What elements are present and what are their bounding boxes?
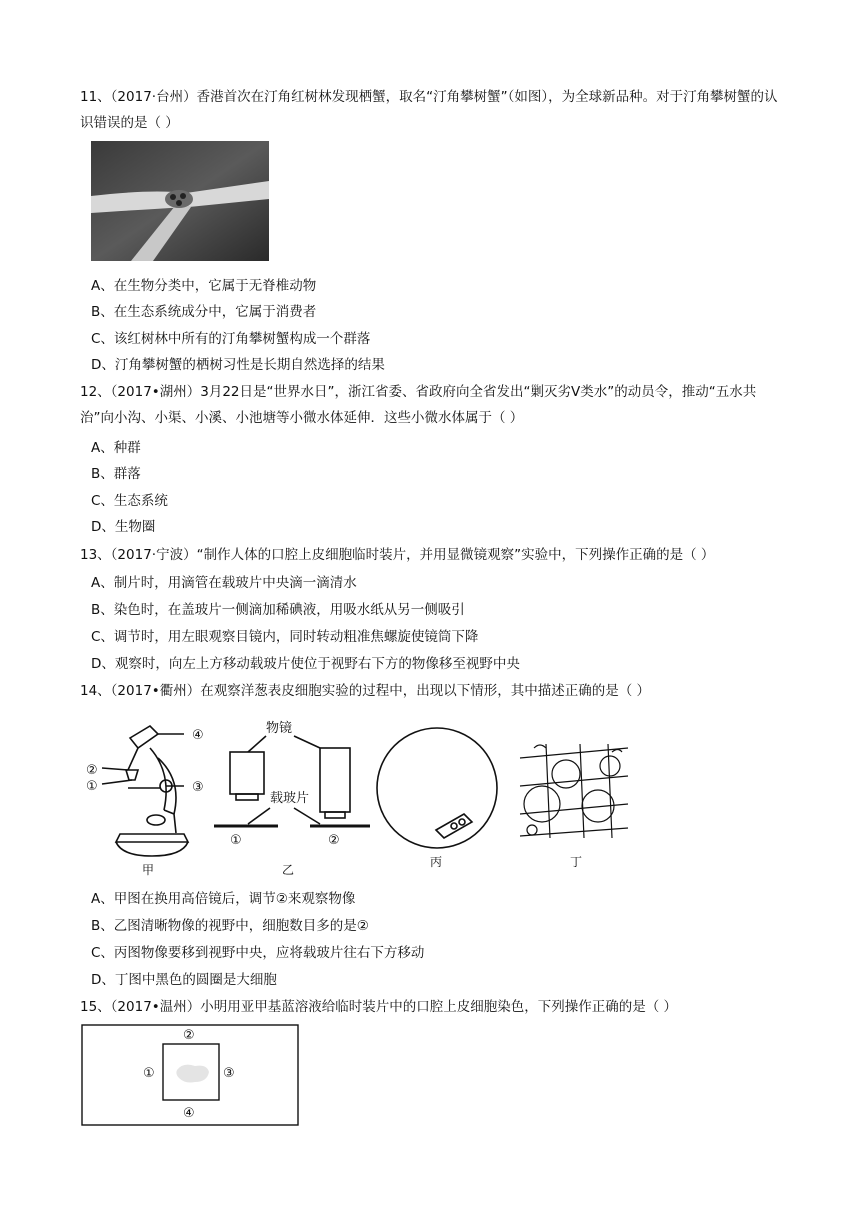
question-12-stem: 12、（2017•湖州）3月22日是“世界水日”，浙江省委、省政府向全省发出“剿灭劣Ⅴ类水”的动员令，推动“五水共治”向小沟、小渠、小溪、小池塘等小微水体延伸．这些小微水体属于（ ） bbox=[80, 384, 757, 426]
q11-option-b: B、在生态系统成分中，它属于消费者 bbox=[91, 304, 317, 320]
microscope-diagram bbox=[102, 726, 188, 856]
caption-ding: 丁 bbox=[570, 855, 583, 869]
q13-option-d: D、观察时，向左上方移动载玻片使位于视野右下方的物像移至视野中央 bbox=[91, 656, 520, 672]
q13-option-b: B、染色时，在盖玻片一侧滴加稀碘液，用吸水纸从另一侧吸引 bbox=[91, 602, 465, 618]
question-15-stem: 15、（2017•温州）小明用亚甲基蓝溶液给临时装片中的口腔上皮细胞染色，下列操作正确的是（ ） bbox=[80, 999, 678, 1015]
caption-yi: 乙 bbox=[282, 863, 295, 877]
crab-photo bbox=[91, 141, 269, 261]
question-11-stem: 11、（2017·台州）香港首次在汀角红树林发现栖蟹，取名“汀角攀树蟹”（如图），为全球新品种。对于汀角攀树蟹的认识错误的是（ ） bbox=[80, 89, 778, 131]
label-n2-jia: ② bbox=[86, 763, 98, 778]
label-n4-jia: ④ bbox=[192, 728, 204, 743]
q11-option-d: D、汀角攀树蟹的栖树习性是长期自然选择的结果 bbox=[91, 357, 385, 373]
label-n1-jia: ① bbox=[86, 779, 98, 794]
q13-option-a: A、制片时，用滴管在载玻片中央滴一滴清水 bbox=[91, 575, 357, 591]
q14-figure bbox=[80, 718, 640, 878]
q14-option-c: C、丙图物像要移到视野中央，应将载玻片往右下方移动 bbox=[91, 945, 425, 961]
q14-option-d: D、丁图中黑色的圆圈是大细胞 bbox=[91, 972, 277, 988]
label-n1-q15: ① bbox=[143, 1066, 155, 1081]
label-n4-q15: ④ bbox=[183, 1106, 195, 1121]
label-slide: 载玻片 bbox=[270, 791, 310, 806]
q12-option-d: D、生物圈 bbox=[91, 519, 156, 535]
q14-option-a: A、甲图在换用高倍镜后，调节②来观察物像 bbox=[91, 891, 356, 907]
caption-bing: 丙 bbox=[430, 855, 443, 869]
q11-option-a: A、在生物分类中，它属于无脊椎动物 bbox=[91, 278, 317, 294]
label-objective: 物镜 bbox=[266, 721, 293, 736]
q12-option-b: B、群落 bbox=[91, 466, 141, 482]
label-n3-jia: ③ bbox=[192, 780, 204, 795]
caption-jia: 甲 bbox=[142, 863, 155, 877]
label-n2-yi: ② bbox=[328, 833, 340, 848]
q11-option-c: C、该红树林中所有的汀角攀树蟹构成一个群落 bbox=[91, 331, 371, 347]
q13-option-c: C、调节时，用左眼观察目镜内，同时转动粗准焦螺旋使镜筒下降 bbox=[91, 629, 479, 645]
label-n3-q15: ③ bbox=[223, 1066, 235, 1081]
question-14-stem: 14、（2017•衢州）在观察洋葱表皮细胞实验的过程中，出现以下情形，其中描述正确的是（ ） bbox=[80, 683, 651, 699]
question-13-stem: 13、（2017·宁波）“制作人体的口腔上皮细胞临时装片，并用显微镜观察”实验中，下列操作正确的是（ ） bbox=[80, 547, 715, 563]
label-n1-yi: ① bbox=[230, 833, 242, 848]
label-n2-q15: ② bbox=[183, 1028, 195, 1043]
q12-option-c: C、生态系统 bbox=[91, 493, 168, 509]
q14-option-b: B、乙图清晰物像的视野中，细胞数目多的是② bbox=[91, 918, 369, 934]
q15-slide-figure bbox=[81, 1024, 299, 1126]
q12-option-a: A、种群 bbox=[91, 440, 141, 456]
